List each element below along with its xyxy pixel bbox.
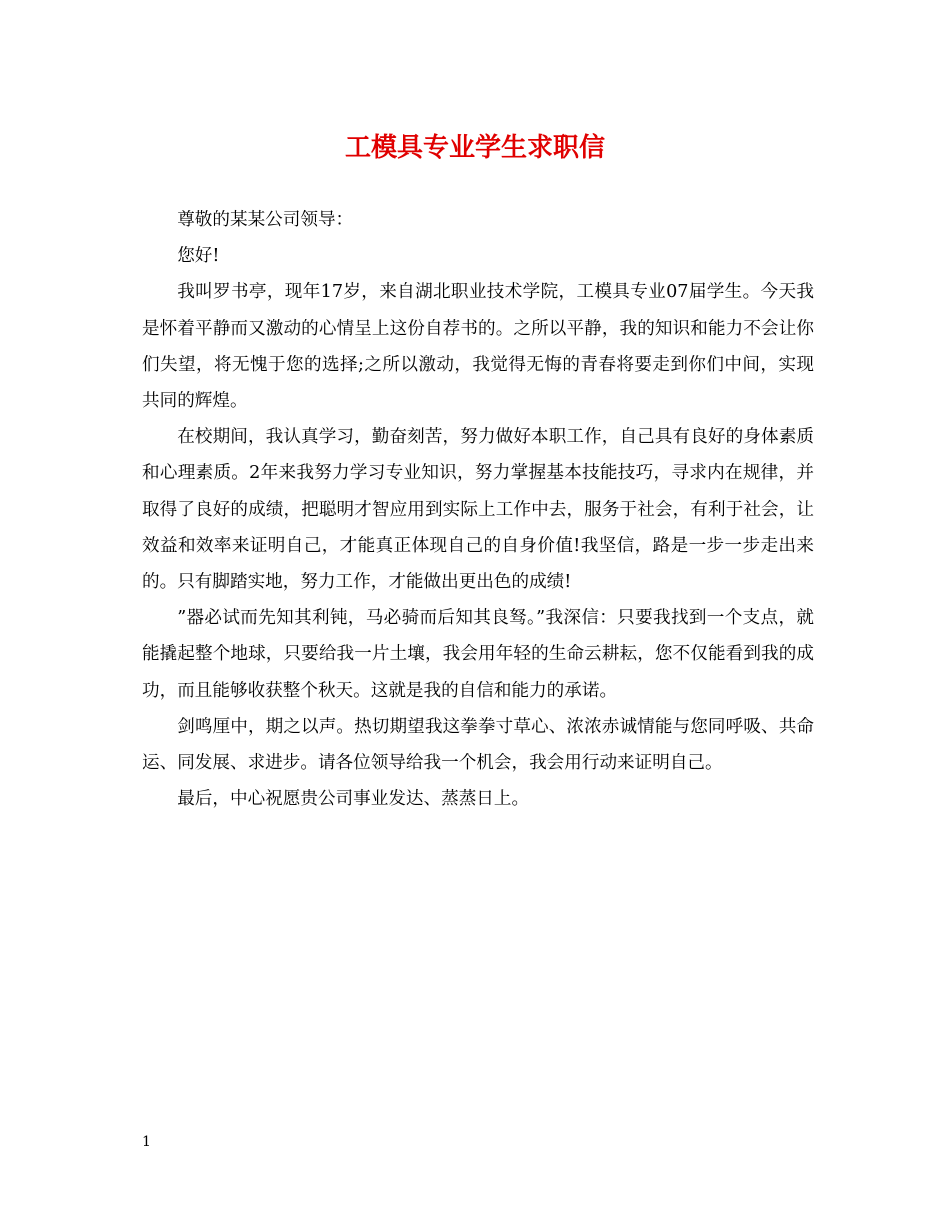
paragraph-school-experience: 在校期间，我认真学习，勤奋刻苦，努力做好本职工作，自己具有良好的身体素质和心理素质。2年来我努力学习专业知识，努力掌握基本技能技巧，寻求内在规律，并取得了良好的成绩，把聪明才智应用到实际上工作中去，服务于社会，有利于社会，让效益和效率来证明自己，才能真正体现自己的自身价值!我坚信，路是一步一步走出来的。只有脚踏实地，努力工作，才能做出更出色的成绩!: [142, 427, 814, 593]
paragraph-request: 剑鸣厘中，期之以声。热切期望我这拳拳寸草心、浓浓赤诚情能与您同呼吸、共命运、同发展、求进步。请各位领导给我一个机会，我会用行动来证明自己。: [142, 716, 814, 774]
paragraph-confidence: ”器必试而先知其利钝，马必骑而后知其良驽。”我深信：只要我找到一个支点，就能撬起整个地球，只要给我一片土壤，我会用年轻的生命云耕耘，您不仅能看到我的成功，而且能够收获整个秋天。这就是我的自信和能力的承诺。: [142, 608, 814, 701]
document-title: 工模具专业学生求职信: [344, 133, 605, 163]
paragraph-introduction: 我叫罗书亭，现年17岁，来自湖北职业技术学院，工模具专业07届学生。今天我是怀着平静而又激动的心情呈上这份自荐书的。之所以平静，我的知识和能力不会让你们失望，将无愧于您的选择;之所以激动，我觉得无悔的青春将要走到你们中间，实现共同的辉煌。: [142, 282, 814, 412]
page-number: 1: [142, 1134, 151, 1150]
letter-body: [142, 202, 814, 817]
salutation: 尊敬的某某公司领导：: [177, 210, 354, 230]
greeting: 您好!: [177, 246, 220, 267]
paragraph-closing: 最后，中心祝愿贵公司事业发达、蒸蒸日上。: [177, 789, 530, 810]
